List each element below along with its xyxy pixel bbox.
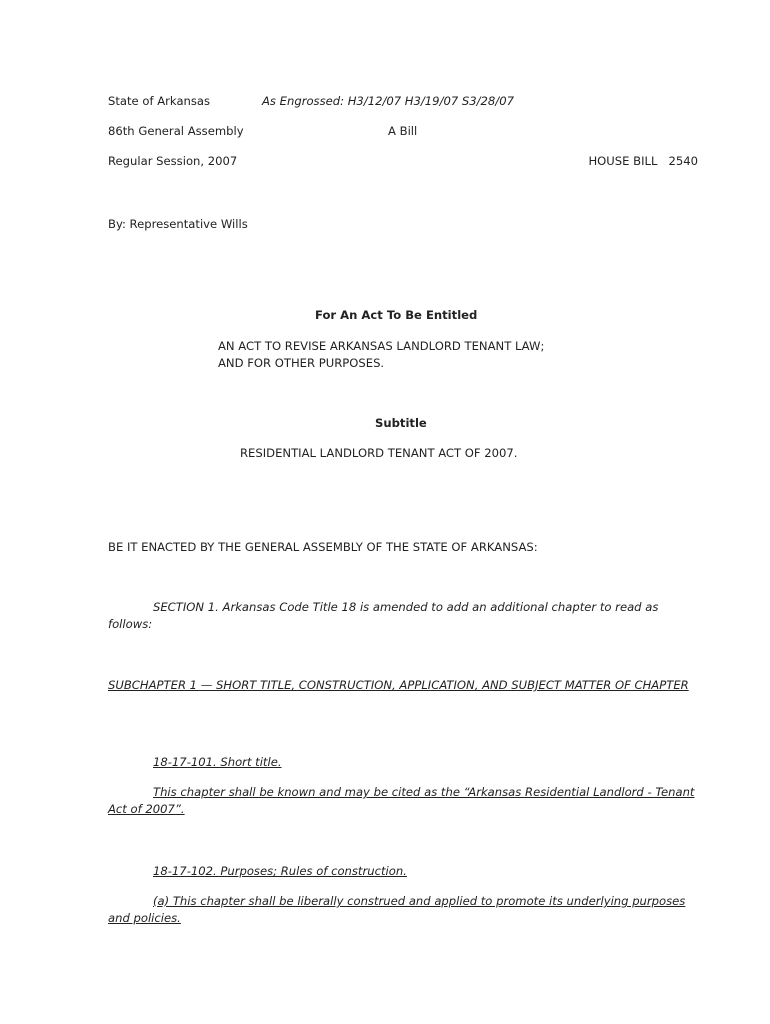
sponsor: By: Representative Wills (108, 217, 248, 231)
section-102-a (108, 893, 698, 927)
section-1-text: SECTION 1. Arkansas Code Title 18 is amended to add an additional chapter to read as follows: (108, 600, 659, 631)
subtitle-text: RESIDENTIAL LANDLORD TENANT ACT OF 2007. (240, 446, 518, 460)
subchapter-heading: SUBCHAPTER 1 — SHORT TITLE, CONSTRUCTION, APPLICATION, AND SUBJECT MATTER OF CHAPTER (108, 678, 689, 692)
state-name: State of Arkansas (108, 94, 211, 108)
act-title-line-1: AN ACT TO REVISE ARKANSAS LANDLORD TENANT LAW; (218, 339, 545, 353)
enacting-clause: BE IT ENACTED BY THE GENERAL ASSEMBLY OF THE STATE OF ARKANSAS: (108, 540, 538, 554)
act-title-line-2: AND FOR OTHER PURPOSES. (218, 356, 385, 370)
document-type: A Bill (388, 124, 418, 138)
engrossed-dates: As Engrossed: H3/12/07 H3/19/07 S3/28/07 (262, 94, 514, 108)
act-title-heading: For An Act To Be Entitled (315, 308, 478, 322)
general-assembly: 86th General Assembly (108, 124, 244, 138)
section-1 (108, 599, 698, 633)
subtitle-heading: Subtitle (375, 416, 427, 430)
section-101-heading: 18-17-101. Short title. (153, 755, 282, 769)
section-102-heading: 18-17-102. Purposes; Rules of construction. (153, 864, 407, 878)
bill-number: HOUSE BILL 2540 (588, 154, 698, 168)
section-101 (108, 784, 698, 818)
session: Regular Session, 2007 (108, 154, 238, 168)
section-101-text: This chapter shall be known and may be cited as the “Arkansas Residential Landlord - Tenant Act of 2007”. (108, 785, 695, 816)
section-102-a-text: (a) This chapter shall be liberally construed and applied to promote its underlying purposes and policies. (108, 894, 686, 925)
